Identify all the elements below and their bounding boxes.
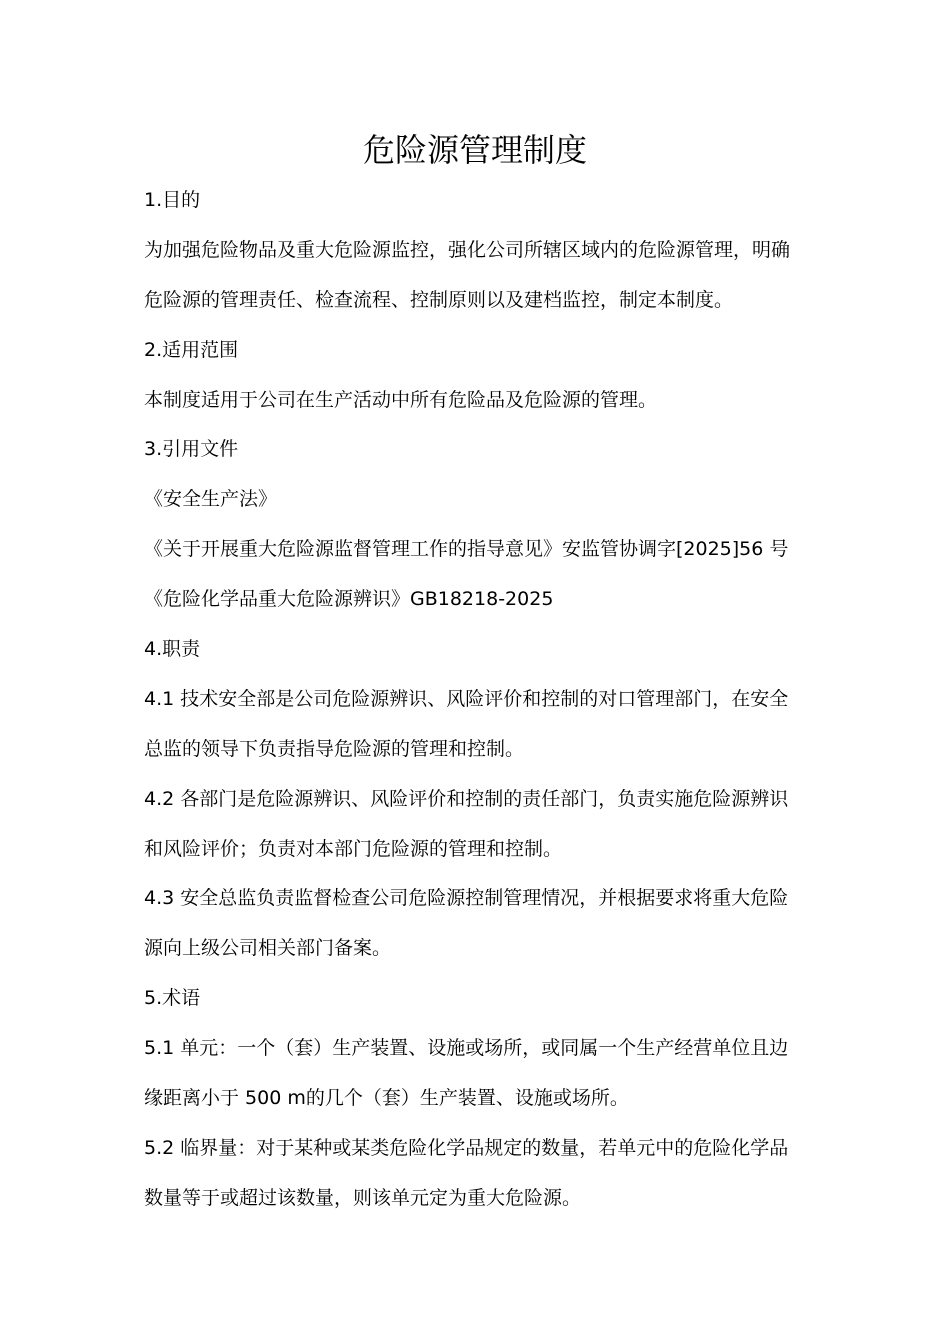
paragraph-line: 为加强危险物品及重大危险源监控，强化公司所辖区域内的危险源管理，明确 <box>144 238 791 261</box>
section-heading-scope: 2.适用范围 <box>144 338 239 361</box>
paragraph-line: 和风险评价；负责对本部门危险源的管理和控制。 <box>144 837 563 860</box>
section-heading-terms: 5.术语 <box>144 987 201 1010</box>
reference-item: 《安全生产法》 <box>144 488 278 511</box>
paragraph-line: 数量等于或超过该数量，则该单元定为重大危险源。 <box>144 1186 582 1209</box>
paragraph-line: 4.3 安全总监负责监督检查公司危险源控制管理情况，并根据要求将重大危险 <box>144 887 789 910</box>
document-title: 危险源管理制度 <box>362 131 587 169</box>
section-heading-responsibilities: 4.职责 <box>144 638 201 661</box>
paragraph-line: 本制度适用于公司在生产活动中所有危险品及危险源的管理。 <box>144 388 658 411</box>
document-body <box>144 176 808 1224</box>
paragraph-line: 5.2 临界量：对于某种或某类危险化学品规定的数量，若单元中的危险化学品 <box>144 1136 789 1159</box>
paragraph-line: 危险源的管理责任、检查流程、控制原则以及建档监控，制定本制度。 <box>144 288 734 311</box>
paragraph-line: 4.2 各部门是危险源辨识、风险评价和控制的责任部门，负责实施危险源辨识 <box>144 787 789 810</box>
paragraph-line: 缘距离小于 500 m的几个（套）生产装置、设施或场所。 <box>144 1087 629 1110</box>
paragraph-line: 总监的领导下负责指导危险源的管理和控制。 <box>144 737 525 760</box>
reference-item: 《危险化学品重大危险源辨识》GB18218-2025 <box>144 588 554 611</box>
paragraph-line: 源向上级公司相关部门备案。 <box>144 937 392 960</box>
section-heading-references: 3.引用文件 <box>144 438 239 461</box>
paragraph-line: 4.1 技术安全部是公司危险源辨识、风险评价和控制的对口管理部门，在安全 <box>144 687 789 710</box>
reference-item: 《关于开展重大危险源监督管理工作的指导意见》安监管协调字[2025]56 号 <box>144 538 789 561</box>
paragraph-line: 5.1 单元：一个（套）生产装置、设施或场所，或同属一个生产经营单位且边 <box>144 1037 789 1060</box>
section-heading-purpose: 1.目的 <box>144 189 201 211</box>
